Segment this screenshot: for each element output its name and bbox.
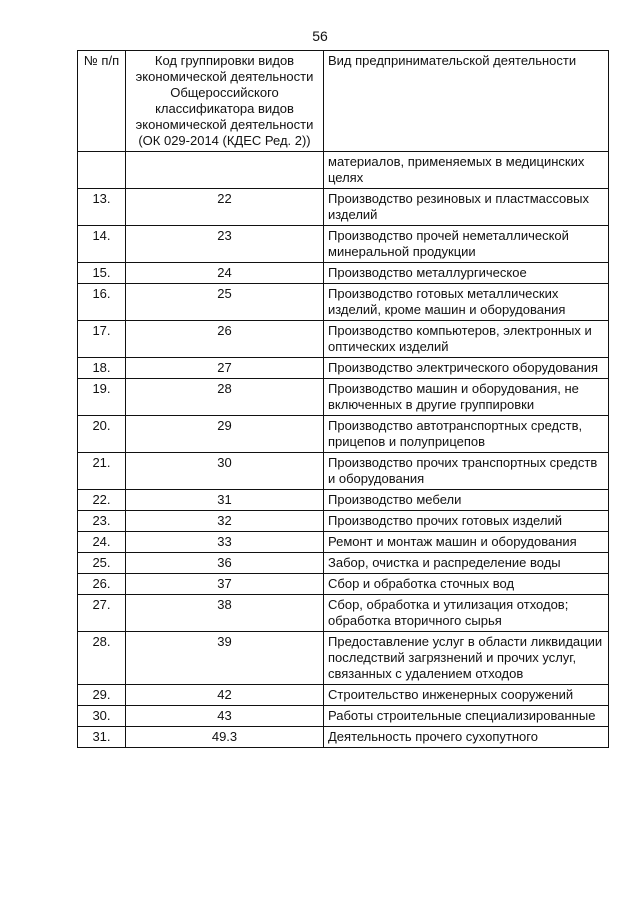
row-activity: Строительство инженерных сооружений — [324, 685, 609, 706]
row-code: 37 — [126, 574, 324, 595]
table-row — [78, 511, 609, 532]
table-row — [78, 321, 609, 358]
row-code: 49.3 — [126, 727, 324, 748]
row-code: 36 — [126, 553, 324, 574]
row-code: 25 — [126, 284, 324, 321]
page-number: 56 — [312, 28, 328, 44]
table-row — [78, 706, 609, 727]
row-activity: Производство электрического оборудования — [324, 358, 609, 379]
table-row — [78, 685, 609, 706]
row-code: 26 — [126, 321, 324, 358]
row-code: 24 — [126, 263, 324, 284]
row-activity: Производство резиновых и пластмассовых изделий — [324, 189, 609, 226]
row-activity: Сбор и обработка сточных вод — [324, 574, 609, 595]
activity-table — [77, 50, 609, 748]
row-activity: Производство прочих транспортных средств и оборудования — [324, 453, 609, 490]
table-row — [78, 189, 609, 226]
row-num: 26. — [78, 574, 126, 595]
row-num: 31. — [78, 727, 126, 748]
row-code: 27 — [126, 358, 324, 379]
row-num: 18. — [78, 358, 126, 379]
row-code: 38 — [126, 595, 324, 632]
header-num: № п/п — [78, 51, 126, 152]
row-num: 27. — [78, 595, 126, 632]
row-activity: Предоставление услуг в области ликвидации последствий загрязнений и прочих услуг, связанных с удалением отходов — [324, 632, 609, 685]
table-row — [78, 263, 609, 284]
row-code: 22 — [126, 189, 324, 226]
table-header — [78, 51, 609, 152]
row-activity: Производство готовых металлических изделий, кроме машин и оборудования — [324, 284, 609, 321]
table-row — [78, 453, 609, 490]
row-num: 17. — [78, 321, 126, 358]
row-code: 28 — [126, 379, 324, 416]
row-activity: Производство прочей неметаллической минеральной продукции — [324, 226, 609, 263]
row-activity: Забор, очистка и распределение воды — [324, 553, 609, 574]
row-code: 32 — [126, 511, 324, 532]
row-activity: Производство прочих готовых изделий — [324, 511, 609, 532]
row-activity: Производство мебели — [324, 490, 609, 511]
row-num: 23. — [78, 511, 126, 532]
row-code: 33 — [126, 532, 324, 553]
table-row — [78, 574, 609, 595]
row-num — [78, 152, 126, 189]
row-activity: Ремонт и монтаж машин и оборудования — [324, 532, 609, 553]
row-code — [126, 152, 324, 189]
row-num: 22. — [78, 490, 126, 511]
row-num: 25. — [78, 553, 126, 574]
row-num: 19. — [78, 379, 126, 416]
row-code: 30 — [126, 453, 324, 490]
row-num: 24. — [78, 532, 126, 553]
table-row — [78, 532, 609, 553]
row-num: 20. — [78, 416, 126, 453]
table-row — [78, 226, 609, 263]
table-row — [78, 416, 609, 453]
table-row — [78, 553, 609, 574]
row-activity: Производство автотранспортных средств, прицепов и полуприцепов — [324, 416, 609, 453]
continuation-row — [78, 152, 609, 189]
table-row — [78, 632, 609, 685]
row-code: 31 — [126, 490, 324, 511]
row-num: 29. — [78, 685, 126, 706]
header-code: Код группировки видов экономической деятельности Общероссийского классификатора видов экономической деятельности (ОК 029-2014 (КДЕС Ред. 2)) — [126, 51, 324, 152]
table-body — [78, 152, 609, 748]
header-activity: Вид предпринимательской деятельности — [324, 51, 609, 152]
row-activity: Деятельность прочего сухопутного — [324, 727, 609, 748]
row-activity: Работы строительные специализированные — [324, 706, 609, 727]
row-num: 28. — [78, 632, 126, 685]
table-row — [78, 727, 609, 748]
table-row — [78, 379, 609, 416]
row-num: 15. — [78, 263, 126, 284]
row-activity: Производство металлургическое — [324, 263, 609, 284]
row-activity: Производство компьютеров, электронных и оптических изделий — [324, 321, 609, 358]
row-code: 39 — [126, 632, 324, 685]
table-row — [78, 595, 609, 632]
row-code: 43 — [126, 706, 324, 727]
row-activity: Сбор, обработка и утилизация отходов; обработка вторичного сырья — [324, 595, 609, 632]
row-num: 21. — [78, 453, 126, 490]
row-num: 14. — [78, 226, 126, 263]
row-code: 42 — [126, 685, 324, 706]
row-num: 30. — [78, 706, 126, 727]
row-num: 16. — [78, 284, 126, 321]
table-row — [78, 490, 609, 511]
row-activity: Производство машин и оборудования, не включенных в другие группировки — [324, 379, 609, 416]
header-row — [78, 51, 609, 152]
table-row — [78, 358, 609, 379]
row-code: 23 — [126, 226, 324, 263]
row-code: 29 — [126, 416, 324, 453]
row-num: 13. — [78, 189, 126, 226]
row-activity: материалов, применяемых в медицинских целях — [324, 152, 609, 189]
table-row — [78, 284, 609, 321]
